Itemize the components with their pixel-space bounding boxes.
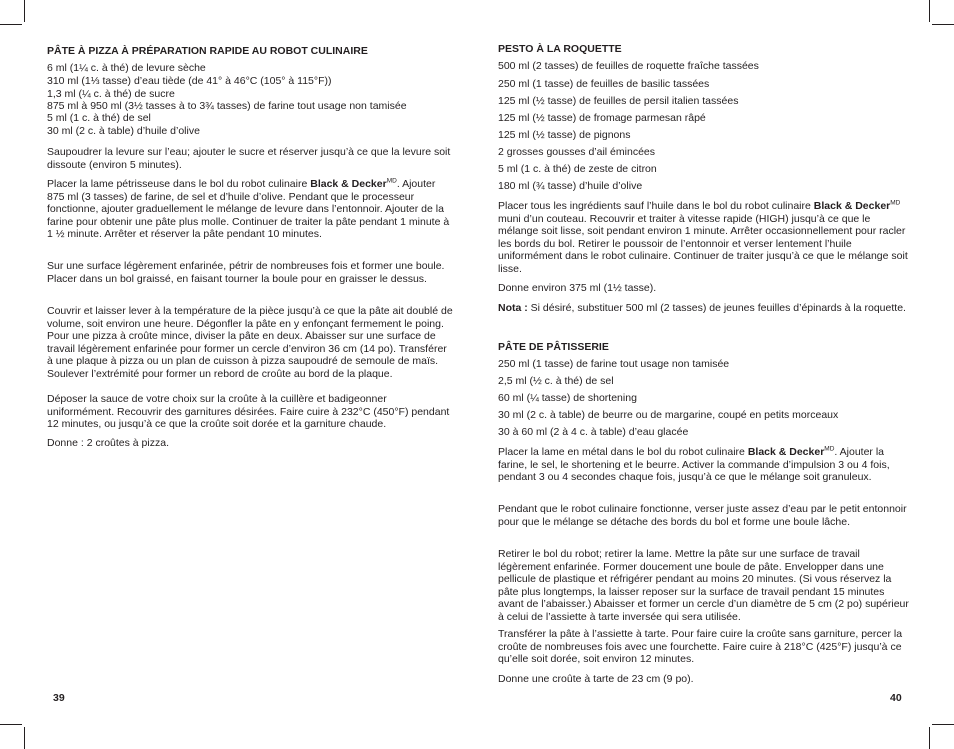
pizza-ingredient: 310 ml (1⅓ tasse) d’eau tiède (de 41° à 46°C (105° à 115°F)) — [47, 75, 332, 87]
pastry-ingredient: 30 ml (2 c. à table) de beurre ou de margarine, coupé en petits morceaux — [498, 409, 839, 421]
pesto-ingredient: 125 ml (½ tasse) de fromage parmesan râpé — [498, 112, 706, 124]
pizza-ingredient: 6 ml (1¼ c. à thé) de levure sèche — [47, 62, 206, 74]
pastry-title: PÂTE DE PÂTISSERIE — [498, 341, 609, 353]
crop-mark-top-right-h — [932, 24, 954, 25]
trademark-mark: MD — [386, 177, 397, 185]
pastry-step-4: Transférer la pâte à l’assiette à tarte. Pour faire cuire la croûte sans garniture, percer la croûte de nombreuses fois avec une fourchette. Faire cuire à 218°C (425°F) jusqu’à ce qu’elle soit dorée, soit environ 12 minutes. — [498, 628, 903, 666]
pesto-ingredient: 5 ml (1 c. à thé) de zeste de citron — [498, 163, 657, 175]
note-label: Nota : — [498, 302, 528, 314]
pastry-ingredient: 30 à 60 ml (2 à 4 c. à table) d’eau glacée — [498, 426, 689, 438]
pesto-ingredient: 500 ml (2 tasses) de feuilles de roquette fraîche tassées — [498, 60, 759, 72]
pastry-ingredient: 250 ml (1 tasse) de farine tout usage non tamisée — [498, 358, 730, 370]
crop-mark-bottom-left-v — [24, 727, 25, 749]
crop-mark-top-left-h — [0, 24, 22, 25]
pizza-ingredient: 875 ml à 950 ml (3½ tasses à to 3¾ tasses) de farine tout usage non tamisée — [47, 100, 407, 112]
brand-name: Black & Decker — [310, 178, 387, 190]
pizza-ingredient: 1,3 ml (¼ c. à thé) de sucre — [47, 88, 175, 100]
pizza-dough-title: PÂTE À PIZZA À PRÉPARATION RAPIDE AU ROBOT CULINAIRE — [47, 45, 368, 57]
crop-mark-bottom-right-v — [929, 727, 930, 749]
pesto-ingredient: 250 ml (1 tasse) de feuilles de basilic tassées — [498, 78, 710, 90]
crop-mark-bottom-left-h — [0, 724, 22, 725]
brand-name: Black & Decker — [813, 200, 891, 212]
pizza-step-5: Déposer la sauce de votre choix sur la croûte à la cuillère et badigeonner uniformément. Recouvrir des garnitures désirées. Faire cuire à 232°C (450°F) pendant 12 minutes, ou jusqu’à ce que la croûte soit dorée et la garniture chaude. — [47, 393, 450, 431]
trademark-mark: MD — [890, 199, 901, 207]
pizza-yield: Donne : 2 croûtes à pizza. — [47, 437, 169, 449]
pastry-ingredient: 60 ml (¼ tasse) de shortening — [498, 392, 637, 404]
pesto-ingredient: 2 grosses gousses d’ail émincées — [498, 146, 655, 158]
pizza-ingredient: 30 ml (2 c. à table) d’huile d’olive — [47, 125, 200, 137]
pizza-step-3: Sur une surface légèrement enfarinée, pétrir de nombreuses fois et former une boule. Placer dans un bol graissé, en faisant tourner la boule pour en graisser le dessus. — [47, 260, 445, 285]
brand-name: Black & Decker — [747, 446, 825, 458]
crop-mark-bottom-right-h — [932, 724, 954, 725]
page-number-right: 40 — [890, 692, 902, 704]
pesto-yield: Donne environ 375 ml (1½ tasse). — [498, 282, 657, 294]
pesto-step-1: Placer tous les ingrédients sauf l’huile dans le bol du robot culinaire Black & Decker$^{MD}$ muni d’un couteau. Recouvrir et traiter à vitesse rapide (HIGH) jusqu’à ce que le mélange soit lisse, soit pendant environ 1 minute. Arrêter occasionnellement pour racler les bords du bol. Retirer le poussoir de l’entonnoir et verser lentement l’huile uniformément dans le robot culinaire. Continuer de traiter jusqu’à ce que le mélange soit lisse. — [498, 199, 908, 275]
crop-mark-top-left-v — [24, 0, 25, 22]
trademark-mark: MD — [824, 445, 835, 453]
pesto-ingredient: 125 ml (½ tasse) de feuilles de persil italien tassées — [498, 95, 739, 107]
page-number-left: 39 — [53, 692, 65, 704]
pastry-yield: Donne une croûte à tarte de 23 cm (9 po). — [498, 673, 694, 685]
pastry-step-2: Pendant que le robot culinaire fonctionne, verser juste assez d’eau par le petit entonnoir pour que le mélange se détache des bords du bol et forme une boule lâche. — [498, 503, 907, 528]
pastry-step-1: Placer la lame en métal dans le bol du robot culinaire Black & Decker$^{MD}$. Ajouter la farine, le sel, le shortening et le beurre. Activer la commande d’impulsion 3 ou 4 fois, pendant 3 ou 4 secondes chaque fois, jusqu’à ce que le mélange soit granuleux. — [498, 445, 890, 484]
pesto-ingredient: 125 ml (½ tasse) de pignons — [498, 129, 631, 141]
crop-mark-top-right-v — [929, 0, 930, 22]
pesto-note: Nota : Si désiré, substituer 500 ml (2 tasses) de jeunes feuilles d’épinards à la roquette. — [498, 302, 906, 314]
pesto-title: PESTO À LA ROQUETTE — [498, 43, 622, 55]
pizza-step-4: Couvrir et laisser lever à la température de la pièce jusqu’à ce que la pâte ait doublé de volume, soit environ une heure. Dégonfler la pâte en y enfonçant fermement le poing. Pour une pizza à croûte mince, diviser la pâte en deux. Abaisser sur une surface de travail légèrement enfarinée pour former un cercle d’environ 36 cm (14 po). Transférer à une plaque à pizza ou un plan de cuisson à pizza saupoudré de semoule de maïs. Soulever l’extrémité pour former un rebord de croûte au bord de la plaque. — [47, 305, 453, 380]
pizza-step-1: Saupoudrer la levure sur l’eau; ajouter le sucre et réserver jusqu’à ce que la levure soit dissoute (environ 5 minutes). — [47, 146, 451, 171]
pesto-ingredient: 180 ml (¾ tasse) d’huile d’olive — [498, 180, 643, 192]
pizza-ingredient: 5 ml (1 c. à thé) de sel — [47, 112, 151, 124]
pastry-ingredient: 2,5 ml (½ c. à thé) de sel — [498, 375, 614, 387]
pizza-step-2: Placer la lame pétrisseuse dans le bol du robot culinaire Black & Decker$^{MD}$. Ajouter 875 ml (3 tasses) de farine, de sel et d’huile d’olive. Pendant que le processeur fonctionne, ajouter graduellement le mélange de levure dans l’entonnoir. Ajouter de la farine pour obtenir une pâte plus molle. Continuer de traiter la pâte pendant 1 minute à 1 ½ minute. Arrêter et réserver la pâte pendant 10 minutes. — [47, 177, 450, 241]
pastry-step-3: Retirer le bol du robot; retirer la lame. Mettre la pâte sur une surface de travail légèrement enfarinée. Former doucement une boule de pâte. Envelopper dans une pellicule de plastique et réfrigérer pendant au moins 20 minutes. (Si vous réservez la pâte plus longtemps, la laisser reposer sur la surface de travail pendant 15 minutes avant de l’abaisser.) Abaisser et former un cercle d’un diamètre de 5 cm (2 po) supérieur à celui de l’assiette à tarte inversée qui sera utilisée. — [498, 548, 909, 623]
